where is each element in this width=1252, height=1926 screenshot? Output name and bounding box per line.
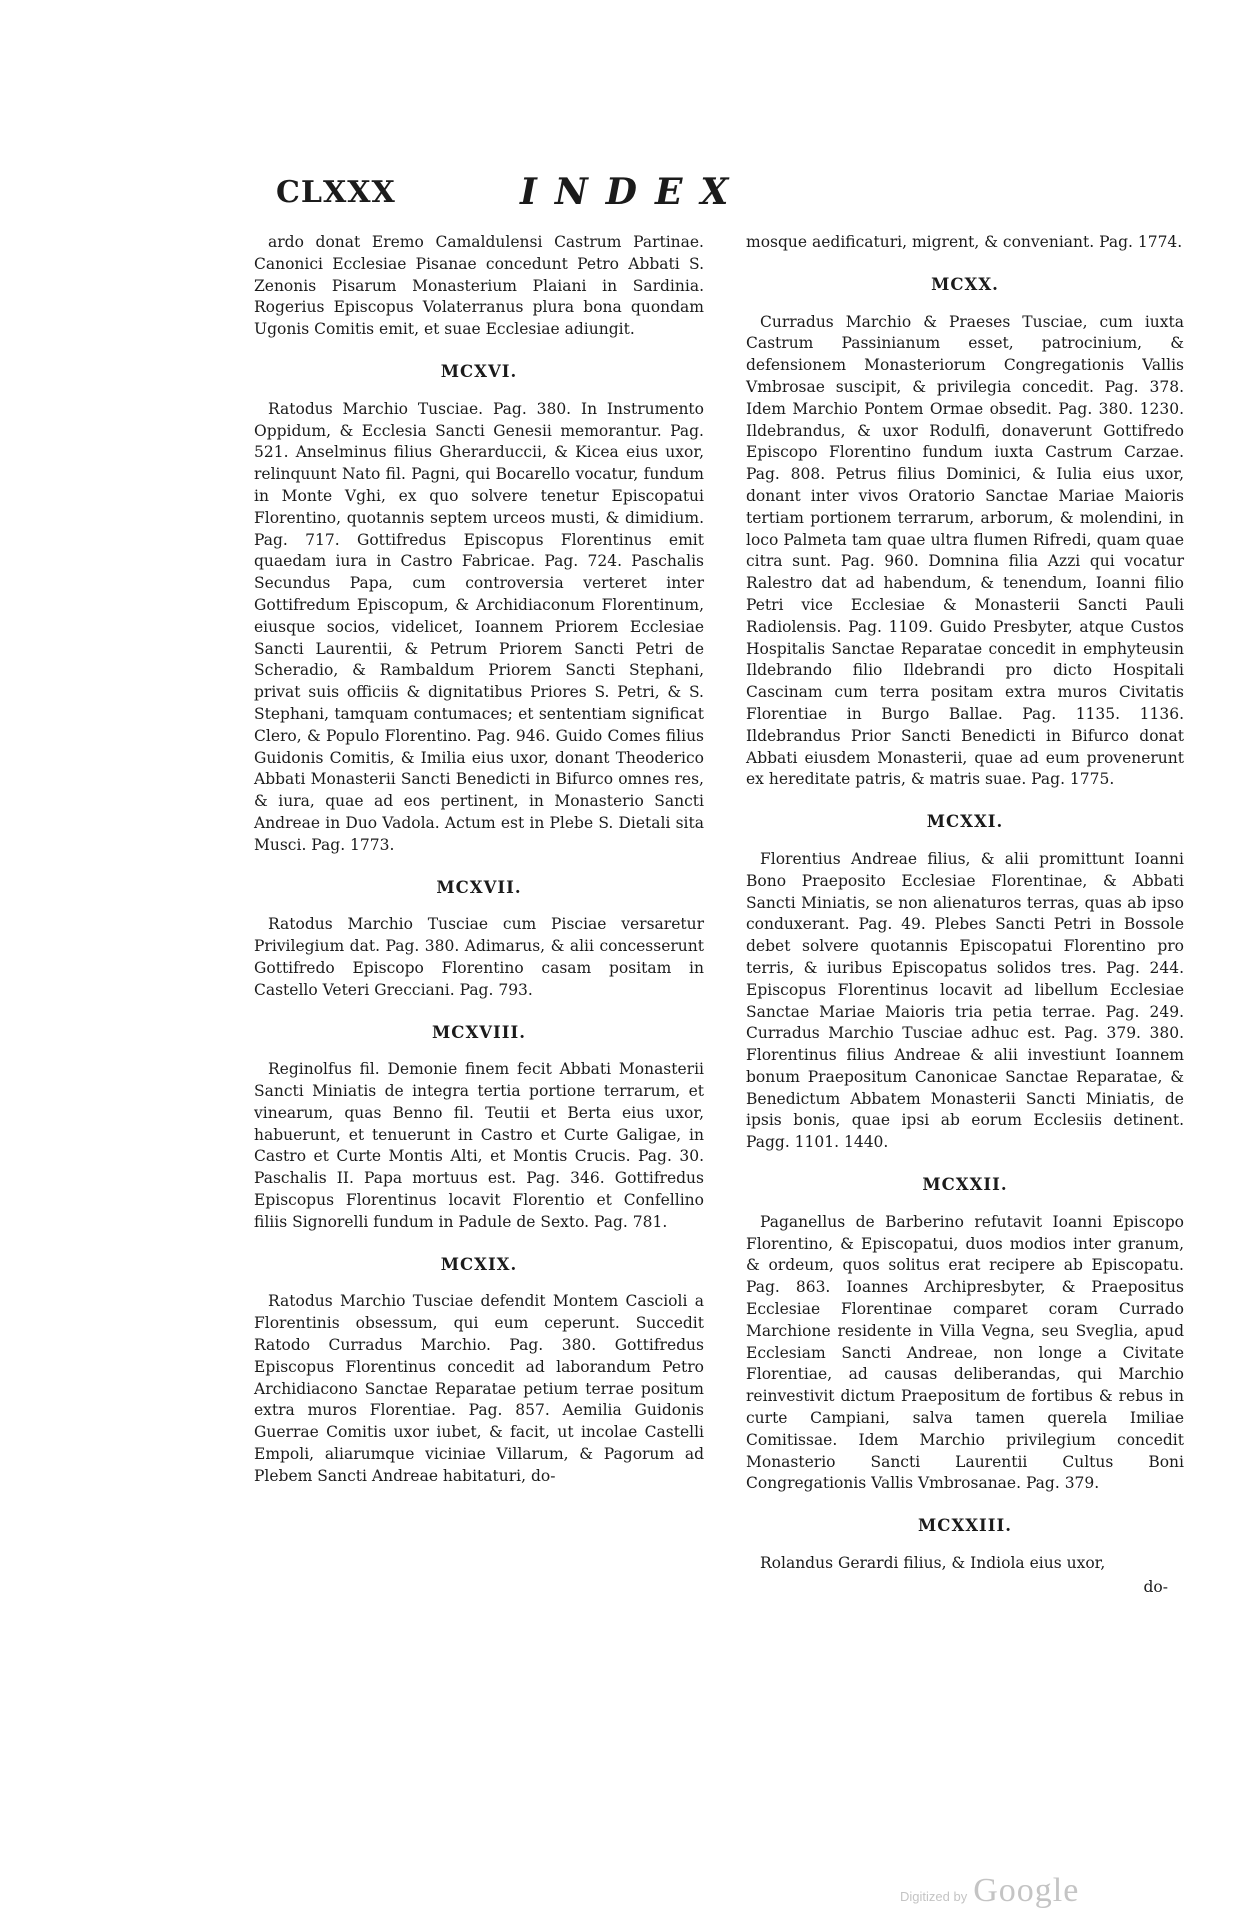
right-column [746, 232, 1184, 1599]
section-heading: MCXXII. [922, 1175, 1008, 1195]
index-entry: Ratodus Marchio Tusciae defendit Montem Cascioli a Florentinis obsessum, qui eum ceperunt. Succedit Ratodo Curradus Marchio. Pag. 380. Gottifredus Episcopus Florentinus concedit ad laborandum Petro Archidiacono Sanctae Reparatae petium terrae positum extra muros Florentiae. Pag. 857. Aemilia Guidonis Guerrae Comitis uxor iubet, & facit, ut incolae Castelli Empoli, aliarumque viciniae Villarum, & Pagorum ad Plebem Sancti Andreae habitaturi, do- [254, 1292, 704, 1485]
left-column [254, 232, 704, 1492]
section-heading: MCXVI. [440, 361, 518, 381]
index-entry: Ratodus Marchio Tusciae. Pag. 380. In Instrumento Oppidum, & Ecclesia Sancti Genesii memorantur. Pag. 521. Anselminus filius Gherarduccii, & Kicea eius uxor, relinquunt Nato fil. Pagni, qui Bocarello vocatur, fundum in Monte Vghi, ex quo solvere tenetur Episcopatui Florentino, quotannis septem urceos musti, & dimidium. Pag. 717. Gottifredus Episcopus Florentinus emit quaedam iura in Castro Fabricae. Pag. 724. Paschalis Secundus Papa, cum controversia verteret inter Gottifredum Episcopum, & Archidiaconum Florentinum, eiusque socios, videlicet, Ioannem Priorem Ecclesiae Sancti Laurentii, & Petrum Priorem Sancti Petri de Scheradio, & Rambaldum Priorem Sancti Stephani, privat suis officiis & dignitatibus Priores S. Petri, & S. Stephani, tamquam contumaces; et sententiam significat Clero, & Populo Florentino. Pag. 946. Guido Comes filius Guidonis Comitis, & Imilia eius uxor, donant Theoderico Abbati Monasterii Sancti Benedicti in Bifurco omnes res, & iura, quae ad eos pertinent, in Monasterio Sancti Andreae in Duo Vadola. Actum est in Plebe S. Dietali sita Musci. Pag. 1773. [254, 399, 704, 854]
running-head: INDEX [520, 171, 747, 213]
catchword: do- [1143, 1577, 1168, 1596]
section-heading: MCXXIII. [918, 1516, 1012, 1536]
index-entry: Paganellus de Barberino refutavit Ioanni Episcopo Florentino, & Episcopatui, duos modios inter granum, & ordeum, quos solitus erat recipere ab Episcopatu. Pag. 863. Ioannes Archipresbyter, & Praepositus Ecclesiae Florentinae comparet coram Currado Marchione residente in Villa Vegna, seu Sveglia, apud Ecclesiam Sancti Andreae, non longe a Civitate Florentiae, ad causas deliberandas, qui Marchio reinvestivit dictum Praepositum de fortibus & rebus in curte Campiani, salva tamen querela Imiliae Comitissae. Idem Marchio privilegium concedit Monasterio Sancti Laurentii Cultus Boni Congregationis Vallis Vmbrosanae. Pag. 379. [746, 1212, 1184, 1493]
index-entry: Rolandus Gerardi filius, & Indiola eius uxor, [760, 1554, 1106, 1573]
index-entry: Reginolfus fil. Demonie finem fecit Abbati Monasterii Sancti Miniatis de integra tertia portione terrarum, et vinearum, quas Benno fil. Teutii et Berta eius uxor, habuerunt, et tenuerunt in Castro et Curte Galigae, in Castro et Curte Montis Alti, et Montis Crucis. Pag. 30. Paschalis II. Papa mortuus est. Pag. 346. Gottifredus Episcopus Florentinus locavit Florentio et Confellino filiis Signorelli fundum in Padule de Sexto. Pag. 781. [254, 1060, 704, 1231]
section-heading: MCXIX. [440, 1254, 518, 1274]
section-heading: MCXVIII. [432, 1022, 526, 1042]
page-number: CLXXX [276, 175, 396, 210]
google-logo: Google [973, 1872, 1080, 1909]
watermark-digitized-text: Digitized by [900, 1889, 968, 1904]
page-header [0, 171, 1252, 221]
google-watermark [900, 1872, 1079, 1910]
index-entry: Florentius Andreae filius, & alii promittunt Ioanni Bono Praeposito Ecclesiae Florentinae, & Abbati Sancti Miniatis, se non alienaturos terras, quas ab ipso conduxerant. Pag. 49. Plebes Sancti Petri in Bossole debet solvere quotannis Episcopatui Florentino pro terris, & iuribus Episcopatus solidos tres. Pag. 244. Episcopus Florentinus locavit ad libellum Ecclesiae Sanctae Mariae Maioris tria petia terrae. Pag. 249. Curradus Marchio Tusciae adhuc est. Pag. 379. 380. Florentinus filius Andreae & alii investiunt Ioannem bonum Praepositum Canonicae Sanctae Reparatae, & Benedictum Abbatem Monasterii Sancti Miniatis, de ipsis bonis, quae ipsi ab eorum Ecclesiis detinent. Pagg. 1101. 1440. [746, 849, 1184, 1152]
section-heading: MCXXI. [926, 812, 1004, 832]
index-entry: ardo donat Eremo Camaldulensi Castrum Partinae. Canonici Ecclesiae Pisanae concedunt Petro Abbati S. Zenonis Pisarum Monasterium Plaiani in Sardinia. Rogerius Episcopus Volaterranus plura bona quondam Ugonis Comitis emit, et suae Ecclesiae adiungit. [254, 233, 704, 339]
section-heading: MCXX. [931, 274, 999, 294]
section-heading: MCXVII. [436, 877, 522, 897]
index-entry: Ratodus Marchio Tusciae cum Pisciae versaretur Privilegium dat. Pag. 380. Adimarus, & alii concesserunt Gottifredo Episcopo Florentino casam positam in Castello Veteri Grecciani. Pag. 793. [254, 915, 704, 999]
index-entry: Curradus Marchio & Praeses Tusciae, cum iuxta Castrum Passinianum esset, patrocinium, & defensionem Monasteriorum Congregationis Vallis Vmbrosae suscipit, & privilegia concedit. Pag. 378. Idem Marchio Pontem Ormae obsedit. Pag. 380. 1230. Ildebrandus, & uxor Rodulfi, donaverunt Gottifredo Episcopo Florentino fundum iuxta Castrum Carzae. Pag. 808. Petrus filius Dominici, & Iulia eius uxor, donant inter vivos Oratorio Sanctae Mariae Maioris tertiam portionem terrarum, arborum, & molendini, in loco Palmeta tam quae ultra flumen Rifredi, quam quae citra sunt. Pag. 960. Domnina filia Azzi qui vocatur Ralestro dat ad habendum, & tenendum, Ioanni filio Petri vice Ecclesiae & Monasterii Sancti Pauli Radiolensis. Pag. 1109. Guido Presbyter, atque Custos Hospitalis Sanctae Reparatae concedit in emphyteusin Ildebrando filio Ildebrandi pro dicto Hospitali Cascinam cum terra positam extra muros Civitatis Florentiae in Burgo Ballae. Pag. 1135. 1136. Ildebrandus Prior Sancti Benedicti in Bifurco donat Abbati eiusdem Monasterii, quae ad eum provenerunt ex hereditate patris, & matris suae. Pag. 1775. [746, 312, 1184, 789]
entry-continuation: mosque aedificaturi, migrent, & conveniant. Pag. 1774. [746, 233, 1183, 251]
